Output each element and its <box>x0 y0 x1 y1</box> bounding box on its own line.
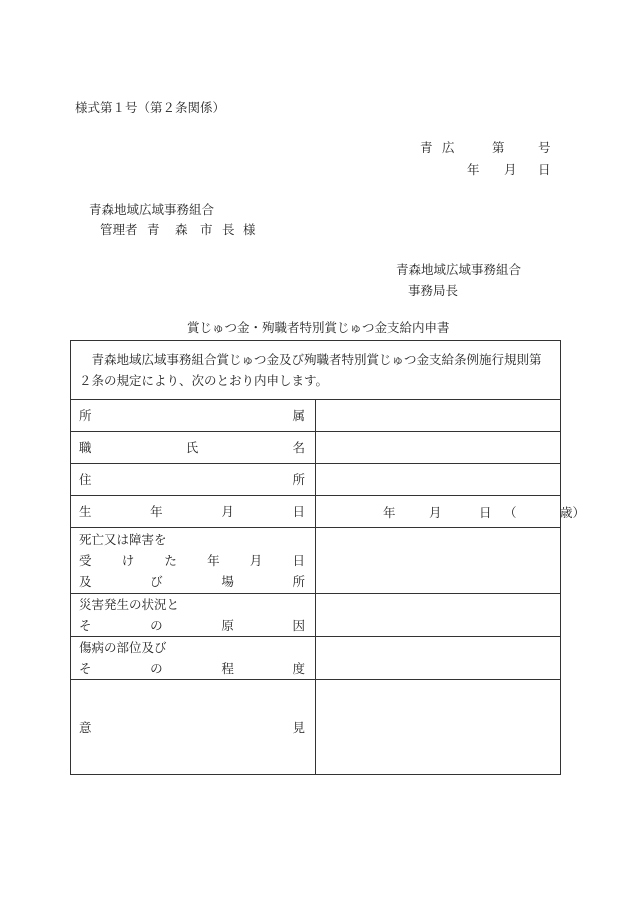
intro-text: 青森地域広域事務組合賞じゅつ金及び殉職者特別賞じゅつ金支給条例施行規則第２条の規定により、次のとおり内申します。 <box>79 352 542 388</box>
table-row <box>71 400 561 432</box>
intro-row <box>71 341 561 400</box>
table-row <box>71 637 561 680</box>
label-birth: 生 年 月 日 <box>71 496 316 528</box>
form-title: 賞じゅつ金・殉職者特別賞じゅつ金支給内申書 <box>187 320 450 335</box>
label-death-date-place: 死亡又は障害を 受 け た 年 月 日 及 び 場 所 <box>71 528 316 594</box>
table-row <box>71 464 561 496</box>
label-affiliation: 所 属 <box>71 400 316 432</box>
table-row <box>71 528 561 594</box>
birth-day: 日 <box>479 504 492 520</box>
date-line <box>467 164 550 178</box>
application-form-table <box>70 340 586 775</box>
date-year: 年 <box>467 162 480 177</box>
label-disaster-cause: 災害発生の状況と そ の 原 因 <box>71 594 316 637</box>
form-number: 様式第１号（第２条関係） <box>75 100 226 115</box>
doc-number-char-a: 青 <box>420 140 433 155</box>
input-death-date-place[interactable] <box>316 528 561 594</box>
label-address: 住 所 <box>71 464 316 496</box>
doc-number-char-b: 広 <box>442 140 455 155</box>
sender-title: 事務局長 <box>408 283 459 298</box>
date-day: 日 <box>538 162 551 177</box>
input-address[interactable] <box>316 464 561 496</box>
input-injury-part[interactable] <box>316 637 561 680</box>
label-injury-part: 傷病の部位及び そ の 程 度 <box>71 637 316 680</box>
label-name: 職 氏 名 <box>71 432 316 464</box>
birth-year: 年 <box>383 504 396 520</box>
input-birth[interactable] <box>316 496 586 528</box>
input-disaster-cause[interactable] <box>316 594 561 637</box>
input-opinion[interactable] <box>316 680 561 775</box>
sender-org: 青森地域広域事務組合 <box>396 262 522 277</box>
input-name[interactable] <box>316 432 561 464</box>
input-affiliation[interactable] <box>316 400 561 432</box>
birth-age: 歳） <box>560 504 586 520</box>
table-row <box>71 680 561 775</box>
addressee-org: 青森地域広域事務組合 <box>89 202 215 217</box>
document-number-line <box>420 142 550 156</box>
table-row <box>71 432 561 464</box>
date-month: 月 <box>504 162 517 177</box>
birth-month: 月 <box>429 504 442 520</box>
birth-paren-open: （ <box>504 504 517 520</box>
table-row <box>71 496 561 528</box>
doc-number-char-c: 第 <box>492 140 505 155</box>
addressee-title: 管理者 青 森 市 長 様 <box>100 222 256 237</box>
label-opinion: 意 見 <box>71 680 316 775</box>
intro-cell <box>71 341 561 400</box>
doc-number-char-d: 号 <box>538 140 551 155</box>
table-row <box>71 594 561 637</box>
